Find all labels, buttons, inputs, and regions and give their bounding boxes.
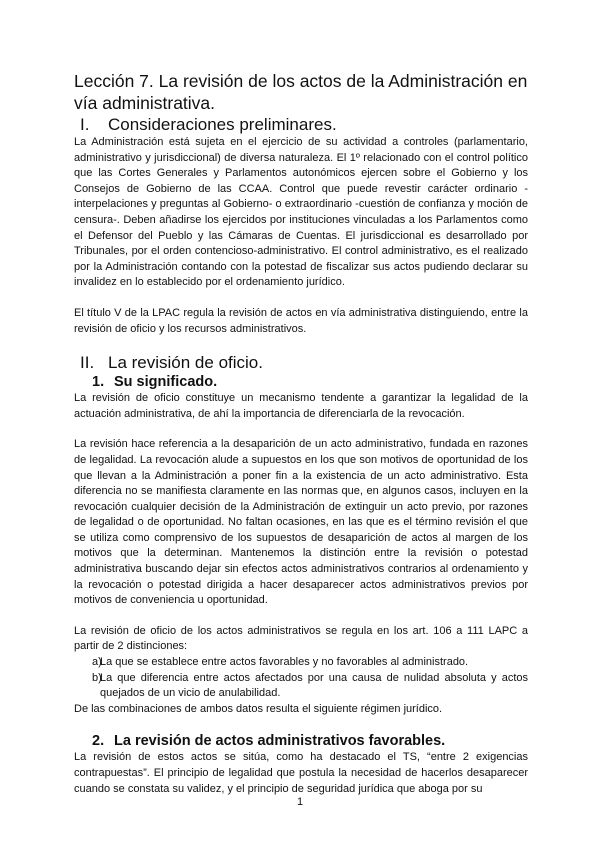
list-item — [74, 671, 528, 702]
section-number: I. — [80, 115, 90, 134]
subsection-title: La revisión de actos administrativos favorables. — [114, 733, 446, 750]
page-number: 1 — [296, 796, 304, 808]
section-heading-1 — [74, 114, 528, 135]
list-text: La que se establece entre actos favorables y no favorables al administrado. — [100, 656, 469, 669]
page-content — [74, 70, 528, 797]
section-heading-2 — [74, 352, 528, 373]
paragraph: La revisión de estos actos se sitúa, como ha destacado el TS, “entre 2 exigencias contrapuestas”. El principio de legalidad que postula la necesidad de hacerlos desaparecer cuando se constata su validez, y el principio de seguridad jurídica que aboga por su — [74, 751, 528, 795]
subsection-heading-1 — [74, 373, 528, 391]
list-text: La que diferencia entre actos afectados por una causa de nulidad absoluta y actos quejados de un vicio de anulabilidad. — [100, 671, 528, 700]
paragraph: El título V de la LPAC regula la revisión de actos en vía administrativa distinguiendo, entre la revisión de oficio y los recursos administrativos. — [74, 306, 528, 335]
list-item — [74, 655, 528, 671]
list-marker: a) — [92, 656, 102, 669]
lesson-title: Lección 7. La revisión de los actos de la Administración en vía administrativa. — [74, 71, 528, 113]
subsection-number: 1. — [92, 374, 105, 391]
paragraph: La revisión hace referencia a la desaparición de un acto administrativo, fundada en razones de legalidad. La revocación alude a supuestos en los que son motivos de oportunidad de los que llevan a la Administración a poner fin a la existencia de un acto administrativo. Esta diferencia no se manifiesta claramente en las normas que, en algunos casos, incluyen en la revocación cualquier decisión de la Administración de extinguir un acto previo, por razones de legalidad o de oportunidad. No faltan ocasiones, en las que es el término revisión el que se utiliza como comprensivo de los supuestos de desaparición de actos al margen de los motivos que la determinan. Mantenemos la distinción entre la revisión o potestad administrativa buscando dejar sin efectos actos administrativos contrarios al ordenamiento y la revocación o potestad dirigida a hacer desaparecer actos administrativos previos por motivos de conveniencia u oportunidad. — [74, 438, 528, 607]
section-title: La revisión de oficio. — [108, 353, 263, 373]
paragraph: De las combinaciones de ambos datos resulta el siguiente régimen jurídico. — [74, 702, 443, 715]
subsection-title: Su significado. — [114, 374, 218, 391]
list-marker: b) — [92, 671, 102, 684]
distinctions-list — [74, 655, 528, 702]
section-title: Consideraciones preliminares. — [108, 115, 337, 134]
subsection-number: 2. — [92, 733, 105, 750]
subsection-heading-2 — [74, 732, 528, 750]
paragraph: La revisión de oficio de los actos administrativos se regula en los art. 106 a 111 LAPC a partir de 2 distinciones: — [74, 624, 528, 653]
paragraph: La Administración está sujeta en el ejercicio de su actividad a controles (parlamentario, administrativo y jurisdiccional) de diversa naturaleza. El 1º relacionado con el control político que las Cortes Generales y Parlamentos autonómicos ejercen sobre el Gobierno y los Consejos de Gobierno de las CCAA. Control que puede revestir carácter ordinario -interpelaciones y preguntas al Gobierno- o extraordinario -cuestión de confianza y moción de censura-. Deben añadirse los ejercidos por instituciones vinculadas a los Parlamentos como el Defensor del Pueblo y las Cámaras de Cuentas. El jurisdiccional es desarrollado por Tribunales, por el orden contencioso-administrativo. El control administrativo, es el realizado por la Administración contando con la potestad de fiscalizar sus actos pudiendo declarar su invalidez en lo establecido por el ordenamiento jurídico. — [74, 136, 528, 289]
paragraph: La revisión de oficio constituye un mecanismo tendente a garantizar la legalidad de la actuación administrativa, de ahí la importancia de diferenciarla de la revocación. — [74, 392, 528, 420]
section-number: II. — [80, 353, 95, 373]
